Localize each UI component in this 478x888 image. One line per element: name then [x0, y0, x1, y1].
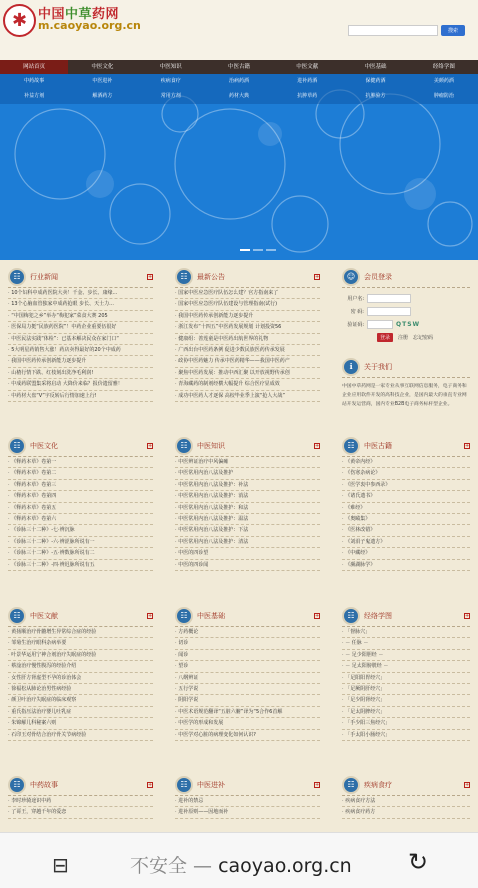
tonic-icon: ☷: [175, 776, 193, 794]
reload-icon[interactable]: ↻: [408, 848, 429, 876]
subnav-item[interactable]: 疾病食疗: [160, 78, 181, 84]
list-item[interactable]: · “中国梅犯之乡”举办“梅犯家”菜食大赛 205: [8, 311, 153, 322]
meridian-section: [342, 605, 470, 741]
list-item[interactable]: · 「足少阴肾经穴」: [342, 695, 470, 706]
more-icon[interactable]: +: [315, 274, 320, 280]
nav-item[interactable]: 中医古籍: [227, 64, 250, 70]
more-icon[interactable]: +: [465, 443, 470, 449]
knowledge-section: [175, 435, 320, 571]
list-item[interactable]: · 方药概论: [175, 627, 320, 638]
list-item[interactable]: · 中医常用内治八法及推护: [175, 468, 320, 479]
logo-url: m.caoyao.org.cn: [38, 19, 141, 32]
meridian-icon: ☷: [342, 607, 360, 625]
list-item[interactable]: · 阴阳学说: [175, 695, 320, 706]
list-item[interactable]: · 中医常用内治八法及推护：温法: [175, 514, 320, 525]
list-item[interactable]: · 《刘涓子鬼遗方》: [342, 537, 470, 548]
list-item[interactable]: · 「手少阳三焦经穴」: [342, 718, 470, 729]
list-item[interactable]: · 石印玉对骨结合治疗骨关节病经验: [8, 730, 153, 741]
basic-section: [175, 605, 320, 741]
tonic-section: [175, 774, 320, 819]
list-item[interactable]: · 国家中医应急医疗队伍建设与管理指南(试行): [175, 299, 320, 310]
subnav-item[interactable]: 美颜药酒: [433, 78, 454, 84]
list-item[interactable]: · 国家中医应急医疗队伍怎么建？官方指南来了: [175, 288, 320, 299]
list-item[interactable]: · 疾病食疗药方: [342, 807, 470, 818]
list-item[interactable]: · 成功中医药人才逐保 高校毕业季上演“抢人大战”: [175, 391, 320, 402]
list-item[interactable]: · 进补原则——因地而补: [175, 807, 320, 818]
captcha-image[interactable]: QTSW: [396, 321, 421, 328]
list-item[interactable]: · 切诊: [175, 638, 320, 649]
nav-item[interactable]: 中医知识: [159, 64, 182, 70]
list-item[interactable]: · 中医常用内治八法及推护：消法: [175, 491, 320, 502]
more-icon[interactable]: +: [465, 613, 470, 619]
about-text: 中国中草药网是一家专业从事互联网信息服务，电子商务和企业应用软件开发的高科技企业，是国内最大的垂直专业网站开发运营商，国内专业B2B电子商务标杆型企业。: [342, 384, 467, 407]
site-header: [0, 0, 478, 60]
password-input[interactable]: [367, 307, 411, 316]
subnav-item[interactable]: 抗肿验方: [365, 93, 386, 99]
section-title: 最新公告: [197, 272, 225, 281]
list-item[interactable]: · 广西出台中医药条例 促进少数民族医药传承发展: [175, 345, 320, 356]
url-field[interactable]: 不安全 — caoyao.org.cn: [130, 855, 352, 877]
more-icon[interactable]: +: [315, 613, 320, 619]
list-item[interactable]: · 《难经》: [342, 503, 470, 514]
list-item[interactable]: · 黄扬顺治疗骨髓增生异常综合症的经验: [8, 627, 153, 638]
list-item[interactable]: · 我国中医药传承创新能力逐步提升: [175, 311, 320, 322]
list-item[interactable]: · 中医的四诊闻: [175, 560, 320, 571]
list-item[interactable]: · 《释药本草》卷第一: [8, 457, 153, 468]
list-item[interactable]: · 浙江发布“十四五”中医药发展规划 计划投资56: [175, 322, 320, 333]
list-item[interactable]: · 叶景华运用宁神合剂治疗失眠症的经验: [8, 650, 153, 661]
list-item[interactable]: · 闻诊: [175, 650, 320, 661]
list-item[interactable]: · 13个心脑血管独家中成药抢眼 步长、天士力...: [8, 299, 153, 310]
list-item[interactable]: · 《医学衷中参西录》: [342, 480, 470, 491]
subnav-item[interactable]: 常用方剂: [160, 93, 181, 99]
search-button[interactable]: 搜索: [441, 25, 465, 36]
list-item[interactable]: · 「督脉穴」: [342, 627, 470, 638]
list-item[interactable]: · 「足阳阳胃经穴」: [342, 673, 470, 684]
list-item[interactable]: · 《濒湖脉学》: [342, 560, 470, 571]
list-item[interactable]: · 《中藏经》: [342, 548, 470, 559]
more-icon[interactable]: +: [465, 782, 470, 788]
list-item[interactable]: · 《黄帝内经》: [342, 457, 470, 468]
login-button[interactable]: 登录: [377, 333, 393, 342]
list-item[interactable]: · 女性肝方肾虚型不孕的诊治体会: [8, 673, 153, 684]
list-item[interactable]: · 中医学对心脏的病理变化如何认识?: [175, 730, 320, 741]
forgot-link[interactable]: 忘记密码: [413, 335, 434, 341]
section-title: 中医古籍: [364, 441, 392, 450]
subnav-item[interactable]: 肿瘤防治: [433, 93, 454, 99]
section-title: 中医进补: [197, 780, 225, 789]
knowledge-icon: ☷: [175, 437, 193, 455]
more-icon[interactable]: +: [148, 782, 153, 788]
logo-title[interactable]: 中国中草药网: [38, 7, 120, 22]
login-section: ☺ 会员登录 用户名: 密 码: 验证码: QTSW 登录 注册 忘记密码 ℹ 关于我们 中国中草药网是一家专业从事互联网信息服务，电子商务和企业应用软件开发的高科技企业，是国内最大的垂直专业网站开发运营商，国内专业B2B电子商务标杆型企业。: [342, 266, 470, 409]
list-item[interactable]: · 《诸氏遗书》: [342, 491, 470, 502]
user-icon: ☺: [342, 268, 360, 286]
search-input[interactable]: [348, 25, 438, 36]
more-icon[interactable]: +: [148, 443, 153, 449]
list-item[interactable]: · 徐福松从肺论治男性病经验: [8, 684, 153, 695]
nav-item[interactable]: 经络学图: [432, 64, 455, 70]
list-item[interactable]: · 中医学的形成和发展: [175, 718, 320, 729]
list-item[interactable]: · 青海藏药的制剂经横大幅提升 综合医疗显成效: [175, 379, 320, 390]
list-item[interactable]: · 颜卫叶治疗失眠症的临床观察: [8, 695, 153, 706]
nav-item[interactable]: 网站首页: [0, 60, 68, 74]
register-link[interactable]: 注册: [398, 335, 409, 341]
main-nav: [0, 60, 478, 74]
classics-section: [342, 435, 470, 571]
section-title: 疾病食疗: [364, 780, 392, 789]
section-title: 关于我们: [364, 362, 392, 371]
list-item[interactable]: · － 足太阳膀胱经 －: [342, 661, 470, 672]
list-item[interactable]: · 望诊: [175, 661, 320, 672]
subnav-item[interactable]: 中药故事: [24, 78, 45, 84]
list-item[interactable]: · 邹菊生治疗眼科杂病举要: [8, 638, 153, 649]
subnav-item[interactable]: 保健药酒: [365, 78, 386, 84]
list-item[interactable]: · 健康组：善莲童是中医药出航世界的礼物: [175, 334, 320, 345]
culture-icon: ☷: [8, 437, 26, 455]
list-item[interactable]: · 朱锦解儿科秘案六则: [8, 718, 153, 729]
browser-address-bar: [0, 832, 478, 888]
notice-icon: ☷: [175, 268, 193, 286]
list-item[interactable]: · 我国中医药传承创新能力逐步提升: [8, 356, 153, 367]
culture-section: [8, 435, 153, 571]
list-item[interactable]: · 山楂行情下跌、红枝刻出洗净毛利润!: [8, 368, 153, 379]
section-title: 中药故事: [30, 780, 58, 789]
subnav-item[interactable]: 进补药酒: [297, 78, 318, 84]
section-title: 行业新闻: [30, 272, 58, 281]
subnav-item[interactable]: 补益方剂: [24, 93, 45, 99]
list-item[interactable]: · 中成药联盟集采将启动 大降价来临？报价遗留雅！: [8, 379, 153, 390]
list-item[interactable]: · 「手太阳小肠经穴」: [342, 730, 470, 741]
news-icon: ☷: [8, 268, 26, 286]
list-item[interactable]: · 了哥王，穿越千年的爱恋: [8, 807, 153, 818]
literature-section: [8, 605, 153, 741]
list-item[interactable]: · 《诊脉三十二种》-四·辨迟脉所说有五: [8, 560, 153, 571]
list-item[interactable]: · 中医常用内治八法及推护：清法: [175, 537, 320, 548]
list-item[interactable]: · 中医常用内治八法及推护：和法: [175, 503, 320, 514]
section-title: 中医文化: [30, 441, 58, 450]
nav-item[interactable]: 中医文化: [91, 64, 114, 70]
list-item[interactable]: · 中医的四诊望: [175, 548, 320, 559]
list-item[interactable]: · 中医术语规范翻译“五脏六腑”译为“5合作6首解: [175, 707, 320, 718]
list-item[interactable]: · 医保局力挺“民族药医院”！中药企业重要伍很好: [8, 322, 153, 333]
sub-nav: [0, 74, 478, 104]
list-item[interactable]: · 疾病食疗方法: [342, 796, 470, 807]
list-item[interactable]: · 中医常用内治八法及推护：补法: [175, 480, 320, 491]
story-section: [8, 774, 153, 819]
news-section: [8, 266, 153, 409]
list-item[interactable]: · 《释药本草》卷第四: [8, 491, 153, 502]
subnav-item[interactable]: 治病药酒: [228, 78, 249, 84]
list-item[interactable]: · 「足厥阴肝经穴」: [342, 684, 470, 695]
logo-icon[interactable]: ✱: [3, 4, 36, 37]
info-icon: ℹ: [342, 358, 360, 376]
carousel-dots[interactable]: [240, 249, 276, 251]
list-item[interactable]: · 八纲辨证: [175, 673, 320, 684]
username-input[interactable]: [367, 294, 411, 303]
section-title: 经络学图: [364, 611, 392, 620]
list-item[interactable]: · 《诊脉三十二种》-五·辨数脉所说有二: [8, 548, 153, 559]
subnav-item[interactable]: 中医进补: [92, 78, 113, 84]
literature-icon: ☷: [8, 607, 26, 625]
story-icon: ☷: [8, 776, 26, 794]
list-item[interactable]: · 《释药本草》卷第二: [8, 468, 153, 479]
list-item[interactable]: · 5大明星药销售大涨！药店卖得最好的20个中成药: [8, 345, 153, 356]
section-title: 会员登录: [364, 272, 392, 281]
list-item[interactable]: · 《诊脉三十二种》-七·辨沉脉: [8, 525, 153, 536]
more-icon[interactable]: +: [315, 782, 320, 788]
list-item[interactable]: · 《释药本草》卷第五: [8, 503, 153, 514]
list-item[interactable]: · 《伤寒杂病论》: [342, 468, 470, 479]
list-item[interactable]: · 中医辨证治疗中风偏瘫: [175, 457, 320, 468]
classics-icon: ☷: [342, 437, 360, 455]
hero-banner: [0, 74, 478, 260]
list-item[interactable]: · 中药材大盘“V”字反转后行情加速上行!: [8, 391, 153, 402]
subnav-item[interactable]: 抗肿草药: [297, 93, 318, 99]
diet-icon: ☷: [342, 776, 360, 794]
list-item[interactable]: · 中医民法实践“体检”：已基本解决民众在家门口“: [8, 334, 153, 345]
basic-icon: ☷: [175, 607, 193, 625]
list-item[interactable]: · 《医林改错》: [342, 525, 470, 536]
diet-section: [342, 774, 470, 819]
list-item[interactable]: · 聚焦中医药发展：推动中西汇聚 以开放视野传承创: [175, 368, 320, 379]
subnav-item[interactable]: 解酒药方: [92, 93, 113, 99]
list-item[interactable]: · 《释药本草》卷第三: [8, 480, 153, 491]
nav-item[interactable]: 中医基础: [364, 64, 387, 70]
list-item[interactable]: · 五行学说: [175, 684, 320, 695]
list-item[interactable]: · 政协中医药魅力 传承中医药精华——我国中医药产: [175, 356, 320, 367]
list-item[interactable]: · 李时珍骑途识中药: [8, 796, 153, 807]
more-icon[interactable]: +: [148, 274, 153, 280]
tabs-icon[interactable]: ⊟: [52, 853, 69, 877]
list-item[interactable]: · 中医常用内治八法及推护：下法: [175, 525, 320, 536]
subnav-item[interactable]: 药材大典: [228, 93, 249, 99]
list-item[interactable]: · 10个妇科中成药医院大卖！千金、步长、康缘...: [8, 288, 153, 299]
list-item[interactable]: · 《奥赜集》: [342, 514, 470, 525]
list-item[interactable]: · － 足少阳胆经 －: [342, 650, 470, 661]
list-item[interactable]: · 进补的禁忌: [175, 796, 320, 807]
captcha-input[interactable]: [367, 320, 393, 329]
list-item[interactable]: · 蔡淦治疗慢性腹泻的经验介绍: [8, 661, 153, 672]
section-title: 中医文献: [30, 611, 58, 620]
section-title: 中医基础: [197, 611, 225, 620]
list-item[interactable]: · 重氏指压法治疗婴儿吐乳症: [8, 707, 153, 718]
more-icon[interactable]: +: [315, 443, 320, 449]
section-title: 中医知识: [197, 441, 225, 450]
list-item[interactable]: · 《释药本草》卷第六: [8, 514, 153, 525]
more-icon[interactable]: +: [148, 613, 153, 619]
nav-item[interactable]: 中医文献: [296, 64, 319, 70]
list-item[interactable]: · 《诊脉三十二种》-六·辨涩脉所说有一: [8, 537, 153, 548]
list-item[interactable]: · 「足太阴脾经穴」: [342, 707, 470, 718]
list-item[interactable]: · － 任脉 －: [342, 638, 470, 649]
notice-section: [175, 266, 320, 409]
